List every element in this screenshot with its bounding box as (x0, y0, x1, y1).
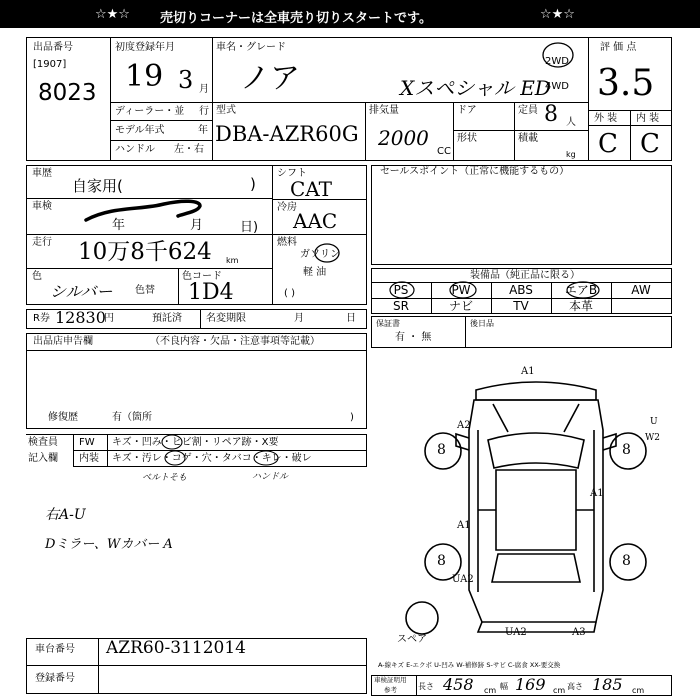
reg-month-unit: 月 (199, 84, 209, 95)
color-code-label: 色コード (182, 271, 222, 282)
inspector-interior: 内装 (79, 453, 99, 464)
chassis-value: AZR60-3112014 (106, 638, 246, 658)
inspector-label: 検査員 (28, 437, 58, 448)
equip-abs: ABS (509, 283, 533, 297)
memo-line-2: Dミラー、Wカバー A (45, 537, 173, 552)
capacity-unit: 人 (566, 117, 576, 128)
displacement: 2000 (378, 126, 429, 150)
mark-w2-right: W2 (645, 433, 660, 443)
displacement-label: 排気量 (369, 105, 399, 116)
banner-title: 売切りコーナーは全車売り切りスタートです。 (160, 11, 432, 26)
equip-leather: 本革 (568, 299, 593, 313)
inspector-fw-items: キズ・凹み・ヒビ割・リペア跡・X要 (112, 437, 279, 448)
dimensions-label-top: 車検証明用 (374, 676, 407, 684)
mark-ua2-left: UA2 (452, 574, 474, 585)
cc-unit: CC (437, 146, 451, 157)
equip-sr: SR (393, 299, 409, 313)
inspection-year-unit: 年 (112, 218, 126, 233)
length-label: 長さ (418, 682, 434, 691)
first-reg-label: 初度登録年月 (115, 42, 175, 53)
height-unit: cm (632, 686, 645, 695)
warranty-value: 有 ・ 無 (395, 332, 432, 343)
length-unit: cm (484, 686, 497, 695)
ac-value: AAC (293, 209, 338, 233)
history-label: 車歴 (32, 168, 52, 179)
recycle-unit: 円 (104, 313, 114, 324)
warranty-label: 保証書 (376, 319, 400, 328)
seller-label: 出品店申告欄 (33, 336, 93, 347)
name-change-label: 名変期限 (206, 313, 246, 324)
km-unit: km (226, 256, 239, 265)
width-value: 169 (515, 675, 546, 694)
registration-label: 登録番号 (35, 673, 75, 684)
inspection-label: 車検 (32, 201, 52, 212)
chassis-label: 車台番号 (35, 644, 75, 655)
equipment-title: 装備品（純正品に限る） (470, 270, 580, 281)
fuel-other: ( ) (284, 288, 295, 299)
reg-month: 3 (178, 66, 194, 94)
interior-label: 内 装 (636, 113, 660, 124)
score-label: 評 価 点 (600, 42, 637, 53)
color-value: シルバー (50, 282, 113, 301)
width-unit: cm (553, 686, 566, 695)
repair-value: 有（箇所 (112, 412, 152, 423)
kg-unit: kg (566, 150, 576, 159)
handle-label: ハンドル (115, 144, 155, 155)
note-handle: ハンドル (252, 472, 289, 482)
recycle-amount: 12830 (55, 308, 106, 327)
recycle-deposit: 預託済 (152, 313, 182, 324)
tire-rear-right: 8 (622, 553, 631, 569)
back-seal-label: 後日品 (470, 319, 494, 328)
mark-a1-left: A1 (457, 520, 471, 531)
mark-a3-bottom: A3 (572, 627, 586, 638)
seller-notes: （不良内容・欠品・注意事項等記載） (150, 336, 320, 347)
lot-number: 8023 (38, 80, 97, 106)
equip-pw: PW (451, 283, 471, 297)
dealer-label: ディーラー・並 (115, 106, 185, 117)
recycle-label: R券 (33, 313, 50, 324)
mileage-value: 10万8千624 (78, 239, 212, 265)
sales-point-block (371, 165, 672, 265)
mileage-label: 走行 (32, 237, 52, 248)
sales-point-label: セールスポイント（正常に機能するもの） (380, 166, 570, 177)
interior-grade: C (640, 129, 660, 159)
mark-u-right: U (650, 417, 658, 427)
width-label: 幅 (500, 682, 508, 691)
memo-line-1: 右A-U (45, 507, 86, 523)
grade: Xスペシャル ED (400, 76, 551, 100)
history-close: ) (250, 175, 256, 193)
ac-label: 冷房 (277, 202, 297, 213)
dealer-value: 行 (199, 106, 209, 117)
note-belt: ベルトそも (142, 473, 188, 483)
banner-stars-left: ☆★☆ (95, 7, 130, 22)
fuel-label: 燃料 (277, 237, 297, 248)
shift-value: CAT (290, 177, 332, 201)
history-value: 自家用( (72, 177, 123, 195)
banner-stars-right: ☆★☆ (540, 7, 575, 22)
exterior-label: 外 装 (594, 113, 618, 124)
equip-tv: TV (513, 299, 529, 313)
fuel-gasoline: ガソリン (300, 249, 340, 260)
lot-no-label: 出品番号 (33, 42, 73, 53)
height-label: 高さ (567, 682, 583, 691)
capacity: 8 (544, 102, 558, 127)
handle-value: 左・右 (174, 144, 204, 155)
inspection-day-unit: 日) (240, 220, 259, 235)
color-change-label: 色替 (135, 285, 155, 296)
tire-front-left: 8 (437, 442, 446, 458)
lot-code: [1907] (33, 59, 67, 70)
fuel-diesel: 軽 油 (303, 267, 327, 278)
damage-legend: A-線キズ E-エクボ U-凹み W-補修跡 S-サビ C-腐食 XX-要交換 (378, 661, 561, 669)
mark-a1-right: A1 (590, 488, 604, 499)
inspector-fw: FW (79, 437, 95, 448)
repair-close: ) (350, 412, 354, 423)
model-code: DBA-AZR60G (215, 122, 359, 146)
drive-2wd: 2WD (545, 56, 569, 67)
load-label: 積載 (518, 133, 538, 144)
tire-front-right: 8 (622, 442, 631, 458)
top-banner (0, 0, 700, 28)
model-year-label: モデル年式 (115, 125, 165, 136)
dimensions-label-bottom: 参考 (384, 686, 397, 694)
car-name: ノア (240, 61, 300, 96)
doors-label: ドア (457, 105, 477, 116)
mark-a1-top: A1 (521, 366, 535, 377)
equip-aw: AW (631, 283, 651, 297)
color-label: 色 (32, 271, 42, 282)
inspector-entry-label: 記入欄 (28, 453, 58, 464)
mark-ua2-bottom: UA2 (505, 627, 527, 638)
shift-label: シフト (277, 168, 307, 179)
type-label: 型式 (216, 105, 236, 116)
equip-navi: ナビ (448, 299, 473, 313)
mark-a2-left: A2 (457, 420, 471, 431)
repair-label: 修復歴 (48, 412, 78, 423)
name-change-month: 月 (294, 313, 304, 324)
equip-ps: PS (393, 283, 409, 297)
spare-label: スペア (397, 634, 427, 645)
shape-label: 形状 (457, 133, 477, 144)
exterior-grade: C (598, 129, 618, 159)
equip-airbag: エアB (564, 283, 598, 297)
name-grade-label: 車名・グレード (216, 42, 286, 53)
color-code: 1D4 (188, 280, 234, 305)
name-change-day: 日 (346, 313, 356, 324)
length-value: 458 (443, 675, 474, 694)
score: 3.5 (597, 63, 655, 104)
drive-4wd: 4WD (545, 81, 569, 92)
inspector-interior-items: キズ・汚レ・コゲ・穴・タバコ・キレ・破レ (112, 453, 312, 464)
capacity-label: 定員 (518, 105, 538, 116)
tire-rear-left: 8 (437, 553, 446, 569)
reg-year: 19 (125, 59, 164, 94)
car-damage-diagram (398, 360, 673, 650)
height-value: 185 (592, 675, 623, 694)
inspection-month-unit: 月 (190, 218, 204, 233)
model-year-unit: 年 (198, 125, 208, 136)
